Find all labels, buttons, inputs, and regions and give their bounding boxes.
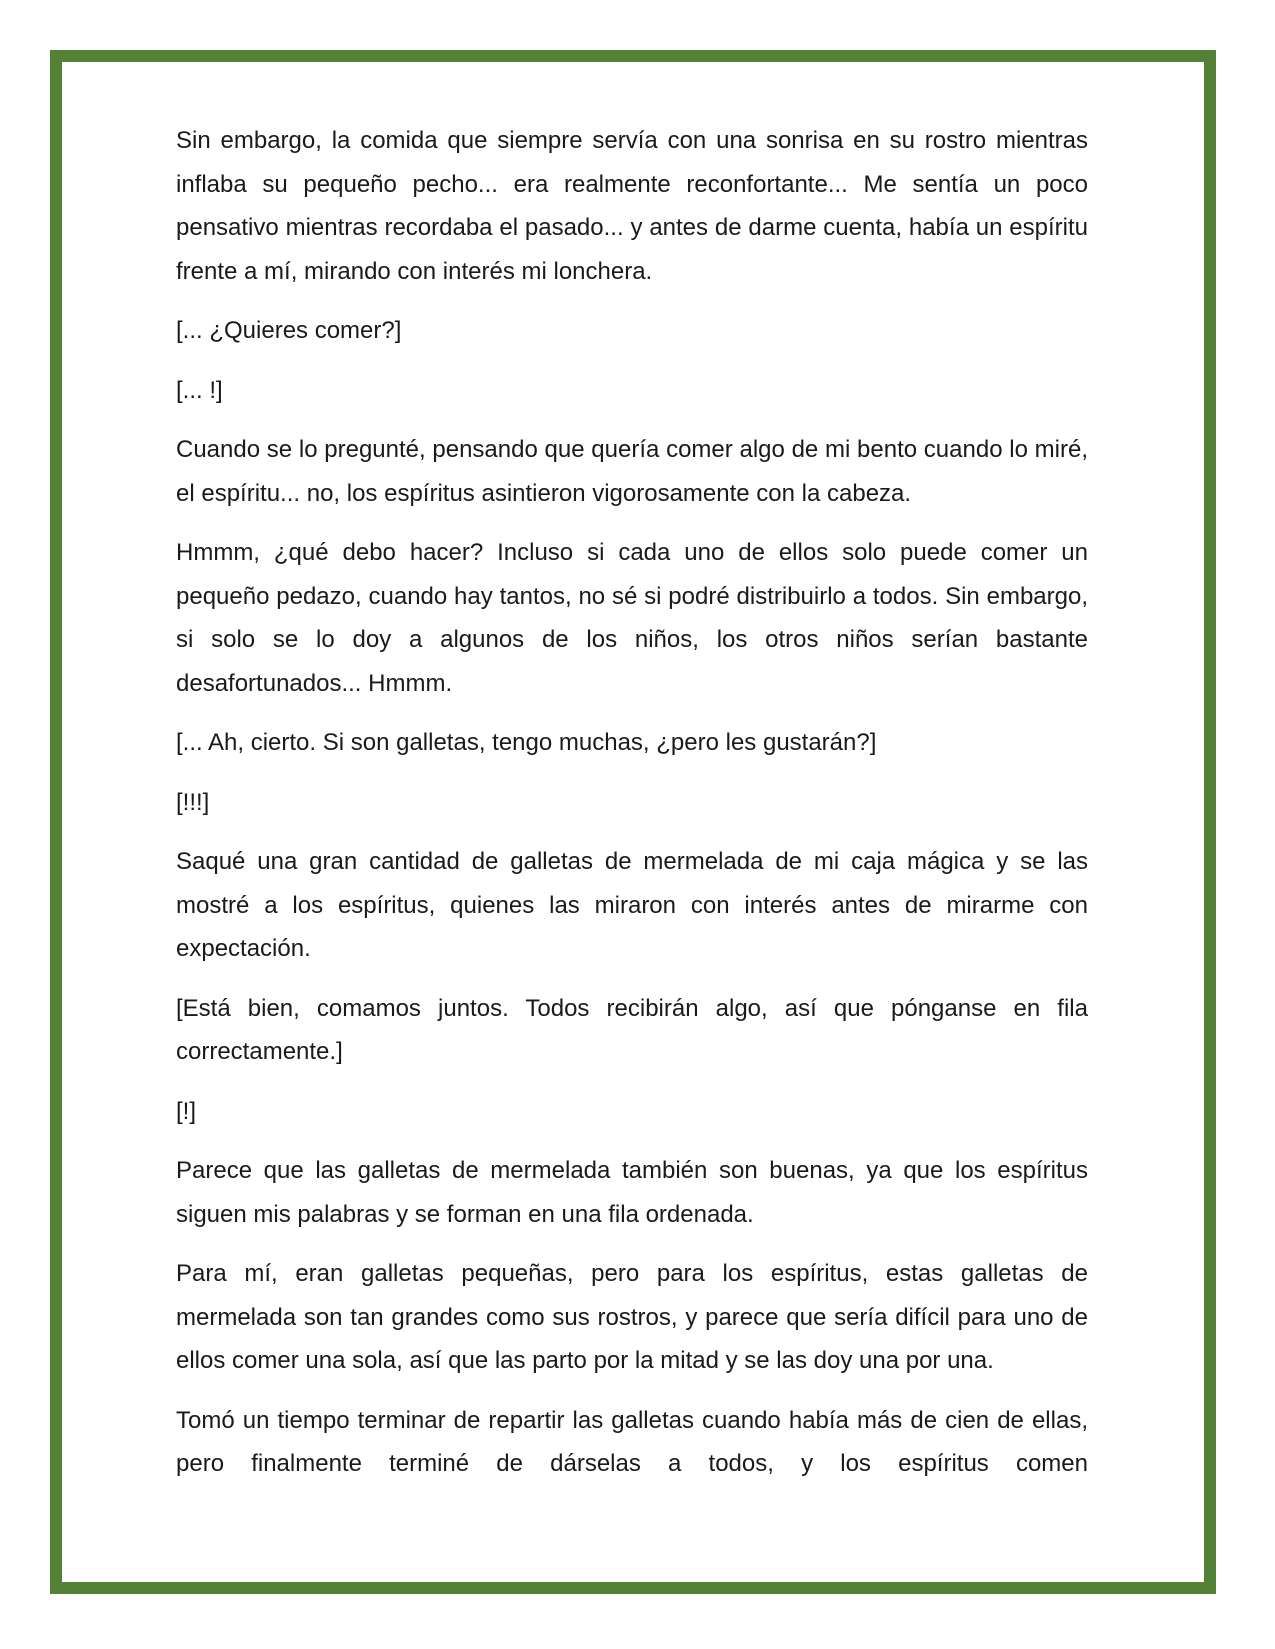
- paragraph: Sin embargo, la comida que siempre servía con una sonrisa en su rostro mientras inflaba su pequeño pecho... era realmente reconfortante... Me sentía un poco pensativo mientras recordaba el pasado... y antes de darme cuenta, había un espíritu frente a mí, mirando con interés mi lonchera.: [176, 127, 1088, 285]
- paragraph: Cuando se lo pregunté, pensando que quería comer algo de mi bento cuando lo miré, el espíritu... no, los espíritus asintieron vigorosamente con la cabeza.: [176, 436, 1088, 507]
- paragraph: [... ¿Quieres comer?]: [176, 317, 402, 344]
- paragraph: Saqué una gran cantidad de galletas de mermelada de mi caja mágica y se las mostré a los espíritus, quienes las miraron con interés antes de mirarme con expectación.: [176, 848, 1088, 962]
- paragraph: Hmmm, ¿qué debo hacer? Incluso si cada uno de ellos solo puede comer un pequeño pedazo, cuando hay tantos, no sé si podré distribuirlo a todos. Sin embargo, si solo se lo doy a algunos de los niños, los otros niños serían bastante desafortunados... Hmmm.: [176, 539, 1088, 697]
- paragraph: Tomó un tiempo terminar de repartir las galletas cuando había más de cien de ellas, pero finalmente terminé de dárselas a todos, y los espíritus comen: [176, 1406, 1088, 1477]
- paragraph: [... Ah, cierto. Si son galletas, tengo muchas, ¿pero les gustarán?]: [176, 729, 877, 756]
- paragraph: [!]: [176, 1097, 197, 1125]
- paragraph: Para mí, eran galletas pequeñas, pero para los espíritus, estas galletas de mermelada son tan grandes como sus rostros, y parece que sería difícil para uno de ellos comer una sola, así que las parto por la mitad y se las doy una por una.: [176, 1260, 1088, 1374]
- paragraph: [... !]: [176, 376, 223, 404]
- document-body: [176, 119, 1088, 1502]
- paragraph: [!!!]: [176, 788, 210, 816]
- paragraph: Parece que las galletas de mermelada también son buenas, ya que los espíritus siguen mis palabras y se forman en una fila ordenada.: [176, 1157, 1088, 1228]
- paragraph: [Está bien, comamos juntos. Todos recibirán algo, así que pónganse en fila correctamente.]: [176, 994, 1088, 1065]
